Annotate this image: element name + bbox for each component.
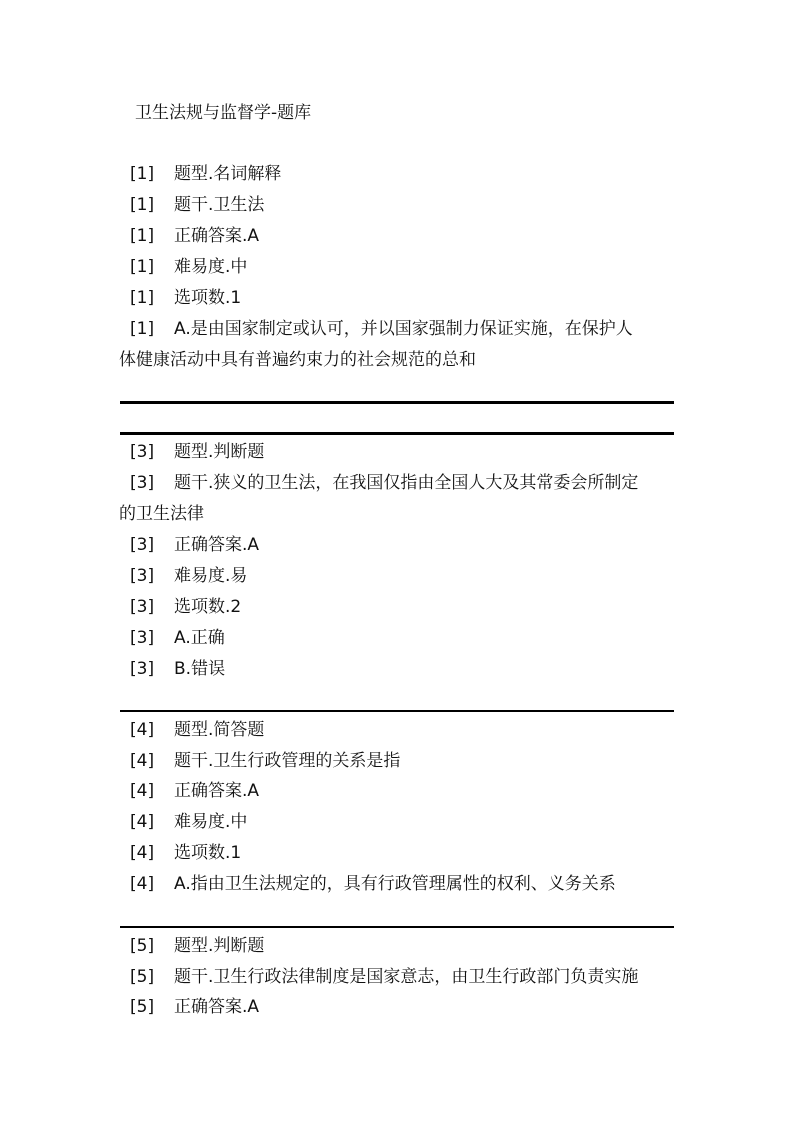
q1-type <box>130 161 281 187</box>
q1-number: [1] <box>130 257 155 277</box>
q1-number: [1] <box>130 288 155 308</box>
q4-number: [4] <box>130 781 155 801</box>
q3-number: [3] <box>130 659 155 679</box>
q5-number: [5] <box>130 936 155 956</box>
q3-type-text: 题型.判断题 <box>174 442 265 462</box>
q4-number: [4] <box>130 812 155 832</box>
q3-stem <box>130 470 638 496</box>
q4-option-count-text: 选项数.1 <box>174 843 242 863</box>
q1-number: [1] <box>130 164 155 184</box>
q5-stem-text: 题干.卫生行政法律制度是国家意志，由卫生行政部门负责实施 <box>174 967 639 987</box>
q4-number: [4] <box>130 843 155 863</box>
q4-option-count <box>130 840 241 866</box>
q4-number: [4] <box>130 874 155 894</box>
q4-type <box>130 717 264 743</box>
q4-difficulty-text: 难易度.中 <box>174 812 248 832</box>
q1-type-text: 题型.名词解释 <box>174 164 282 184</box>
q1-option-count <box>130 285 241 311</box>
q1-stem <box>130 192 264 218</box>
q3-number: [3] <box>130 597 155 617</box>
q4-number: [4] <box>130 720 155 740</box>
q4-difficulty <box>130 809 247 835</box>
q3-number: [3] <box>130 473 155 493</box>
q3-number: [3] <box>130 628 155 648</box>
q5-type-text: 题型.判断题 <box>174 936 265 956</box>
q3-option-count-text: 选项数.2 <box>174 597 242 617</box>
q5-answer <box>130 994 259 1020</box>
section-divider <box>120 432 674 435</box>
q1-option-a <box>130 316 633 342</box>
q3-option-b <box>130 656 225 682</box>
q3-number: [3] <box>130 566 155 586</box>
q1-difficulty <box>130 254 247 280</box>
q5-type <box>130 933 264 959</box>
q3-difficulty <box>130 563 247 589</box>
q1-number: [1] <box>130 195 155 215</box>
q4-option-a <box>130 871 616 897</box>
q1-number: [1] <box>130 319 155 339</box>
q3-type <box>130 439 264 465</box>
section-divider <box>120 926 674 928</box>
q5-number: [5] <box>130 997 155 1017</box>
q3-option-a <box>130 625 225 651</box>
q3-stem-text: 题干.狭义的卫生法，在我国仅指由全国人大及其常委会所制定 <box>174 473 639 493</box>
q4-number: [4] <box>130 751 155 771</box>
q1-answer <box>130 223 259 249</box>
q3-answer <box>130 532 259 558</box>
q1-number: [1] <box>130 226 155 246</box>
q5-number: [5] <box>130 967 155 987</box>
q1-option-count-text: 选项数.1 <box>174 288 242 308</box>
q1-option-a-text: A.是由国家制定或认可，并以国家强制力保证实施，在保护人 <box>174 319 633 339</box>
q4-option-a-text: A.指由卫生法规定的，具有行政管理属性的权利、义务关系 <box>174 874 616 894</box>
q3-number: [3] <box>130 442 155 462</box>
q4-stem <box>130 748 400 774</box>
q3-option-count <box>130 594 241 620</box>
q3-option-b-text: B.错误 <box>174 659 226 679</box>
q1-answer-text: 正确答案.A <box>174 226 260 246</box>
q4-type-text: 题型.简答题 <box>174 720 265 740</box>
q3-stem-continuation: 的卫生法律 <box>119 504 204 524</box>
q3-option-a-text: A.正确 <box>174 628 225 648</box>
q3-number: [3] <box>130 535 155 555</box>
q1-stem-text: 题干.卫生法 <box>174 195 265 215</box>
q5-answer-text: 正确答案.A <box>174 997 260 1017</box>
q5-stem <box>130 964 638 990</box>
document-title: 卫生法规与监督学-题库 <box>135 103 312 123</box>
q4-answer-text: 正确答案.A <box>174 781 260 801</box>
section-divider <box>120 710 674 712</box>
q3-difficulty-text: 难易度.易 <box>174 566 248 586</box>
section-divider <box>120 401 674 404</box>
q4-answer <box>130 778 259 804</box>
q1-option-a-continuation: 体健康活动中具有普遍约束力的社会规范的总和 <box>119 350 476 370</box>
q3-answer-text: 正确答案.A <box>174 535 260 555</box>
q1-difficulty-text: 难易度.中 <box>174 257 248 277</box>
q4-stem-text: 题干.卫生行政管理的关系是指 <box>174 751 401 771</box>
